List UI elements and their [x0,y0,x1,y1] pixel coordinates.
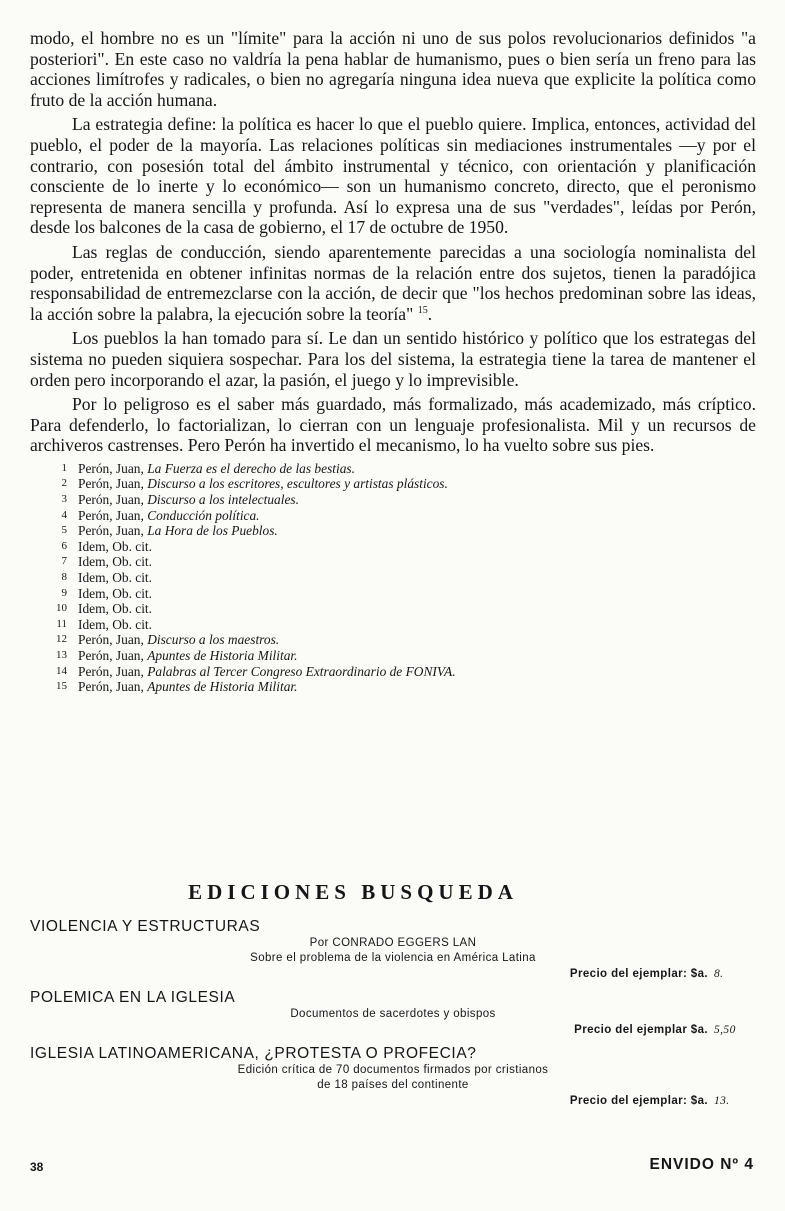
footnote-author: Idem, Ob. cit. [78,601,153,617]
footnote-author: Idem, Ob. cit. [78,554,153,570]
book-description: de 18 países del continente [317,1079,469,1091]
footnote-number: 15 [56,680,67,693]
footnote-item [30,601,756,617]
book-price [30,966,756,982]
footnote-number: 7 [61,555,67,568]
footnote-item [30,617,756,633]
book-description: Documentos de sacerdotes y obispos [290,1008,496,1020]
footnote-number: 8 [61,571,67,584]
book-listing [30,1044,756,1109]
footnote-item [30,586,756,602]
price-value: 5,50 [714,1024,736,1036]
footnote-number: 14 [56,664,67,677]
paragraph: Por lo peligroso es el saber más guardado, más formalizado, más academizado, más críptico. Para defenderlo, lo factorializan, lo cierran con un lenguaje profesionalista. Mil y un recursos de archiveros castrenses. Pero Perón ha invertido el mecanismo, lo ha vuelto sobre sus pies. [30,394,756,456]
footnotes-list [30,461,756,695]
paragraph: modo, el hombre no es un "límite" para la acción ni uno de sus polos revolucionarios definidos "a posteriori". En este caso no valdría la pena hablar de humanismo, pues o bien sería un freno para las acciones limítrofes y radicales, o bien no agregaría ninguna idea nueva que explicite la política como fruto de la acción humana. [30,28,756,110]
footnote-item [30,508,756,524]
footnote-item [30,554,756,570]
book-author: Por CONRADO EGGERS LAN [309,937,477,949]
footnote-item [30,461,756,477]
book-title: POLEMICA EN LA IGLESIA [30,989,236,1006]
footnote-author: Idem, Ob. cit. [78,585,153,601]
magazine-issue: ENVIDO Nº 4 [649,1156,754,1173]
footnote-item [30,632,756,648]
page-number: 38 [30,1160,44,1174]
footnote-work: La Fuerza es el derecho de las bestias. [147,460,355,476]
footnote-work: Conducción política. [147,507,260,523]
price-label: Precio del ejemplar: $a. [569,1095,708,1107]
footnote-number: 6 [61,539,67,552]
footnote-work: Discurso a los escritores, escultores y artistas plásticos. [147,476,448,492]
book-title: IGLESIA LATINOAMERICANA, ¿PROTESTA O PROFECIA? [30,1045,477,1062]
price-value: 8. [714,968,724,980]
price-value: 13. [714,1095,730,1107]
footnote-author: Idem, Ob. cit. [78,570,153,586]
footnote-work: Apuntes de Historia Militar. [147,648,298,663]
book-listing [30,917,756,982]
footnote-author: Idem, Ob. cit. [78,616,153,632]
book-title: VIOLENCIA Y ESTRUCTURAS [30,918,261,935]
paragraph: Los pueblos la han tomado para sí. Le dan un sentido histórico y político que los estrategas del sistema no pueden siquiera sospechar. Para los del sistema, la estrategia tiene la tarea de mantener el orden pero incorporando el azar, la pasión, el juego y lo imprevisible. [30,328,756,390]
footnote-number: 9 [61,586,67,599]
footnote-item [30,570,756,586]
paragraph-text: Las reglas de conducción, siendo aparentemente parecidas a una sociología nominalista del poder, entretenida en obtener infinitas normas de la relación entre dos sujetos, tienen la paradójica responsabilidad de entremezclarse con la acción, de decir que "los hechos predominan sobre las ideas, la acción sobre la palabra, la ejecución sobre la teoría" [30,241,756,324]
footnote-item [30,539,756,555]
footnote-number: 13 [56,649,67,661]
footnote-number: 2 [61,477,67,490]
footnote-author: Perón, Juan, [78,663,144,679]
footnote-item [30,492,756,508]
footnote-number: 4 [61,508,67,521]
book-price [30,1022,756,1038]
footnote-work: La Hora de los Pueblos. [147,523,278,539]
article [30,28,756,695]
footnote-item [30,664,756,680]
footnote-author: Perón, Juan, [78,648,144,663]
footnote-item [30,648,756,664]
footnote-number: 1 [61,461,67,474]
footnote-number: 5 [61,524,67,537]
advert-title: EDICIONES BUSQUEDA [188,880,518,904]
footnote-item [30,679,756,695]
footnote-number: 12 [56,633,67,646]
paragraph: La estrategia define: la política es hacer lo que el pueblo quiere. Implica, entonces, actividad del pueblo, el poder de la mayoría. Las relaciones políticas sin mediaciones instrumentales —y por el contrario, con posesión total del ámbito instrumental y técnico, con orientación y planificación consciente de lo inerte y lo económico— son un humanismo concreto, directo, que el peronismo representa de manera sencilla y profunda. Así lo expresa una de sus "verdades", leídas por Perón, desde los balcones de la casa de gobierno, el 17 de octubre de 1950. [30,114,756,238]
footnote-author: Idem, Ob. cit. [78,538,153,554]
footnote-author: Perón, Juan, [78,476,144,492]
footnote-author: Perón, Juan, [78,507,144,523]
footnote-author: Perón, Juan, [78,523,144,539]
footnote-item [30,476,756,492]
publisher-advert [30,880,756,1115]
footnote-author: Perón, Juan, [78,492,144,508]
footnote-number: 10 [56,602,67,615]
footnote-work: Discurso a los maestros. [147,632,280,648]
book-description: Edición crítica de 70 documentos firmados por cristianos [237,1064,549,1076]
footnote-author: Perón, Juan, [78,632,144,648]
footnote-work: Apuntes de Historia Militar. [147,679,298,695]
footnote-author: Perón, Juan, [78,460,144,476]
paragraph: Las reglas de conducción, siendo aparentemente parecidas a una sociología nominalista del poder, entretenida en obtener infinitas normas de la relación entre dos sujetos, tienen la paradójica responsabilidad de entremezclarse con la acción, de decir que "los hechos predominan sobre las ideas, la acción sobre la palabra, la ejecución sobre la teoría" $^{15}$. [30,241,756,324]
footnote-work: Palabras al Tercer Congreso Extraordinario de FONIVA. [147,663,456,679]
article-body [30,28,756,456]
price-label: Precio del ejemplar $a. [574,1024,708,1036]
footnote-item [30,523,756,539]
footnote-number: 11 [56,617,67,630]
footnote-number: 3 [61,493,67,506]
price-label: Precio del ejemplar: $a. [569,968,708,980]
footnote-work: Discurso a los intelectuales. [147,492,299,508]
footnote-reference[interactable]: 15 [417,304,428,316]
footnote-author: Perón, Juan, [78,679,144,695]
book-listing [30,988,756,1038]
book-price [30,1093,756,1109]
book-description: Sobre el problema de la violencia en América Latina [250,952,536,964]
